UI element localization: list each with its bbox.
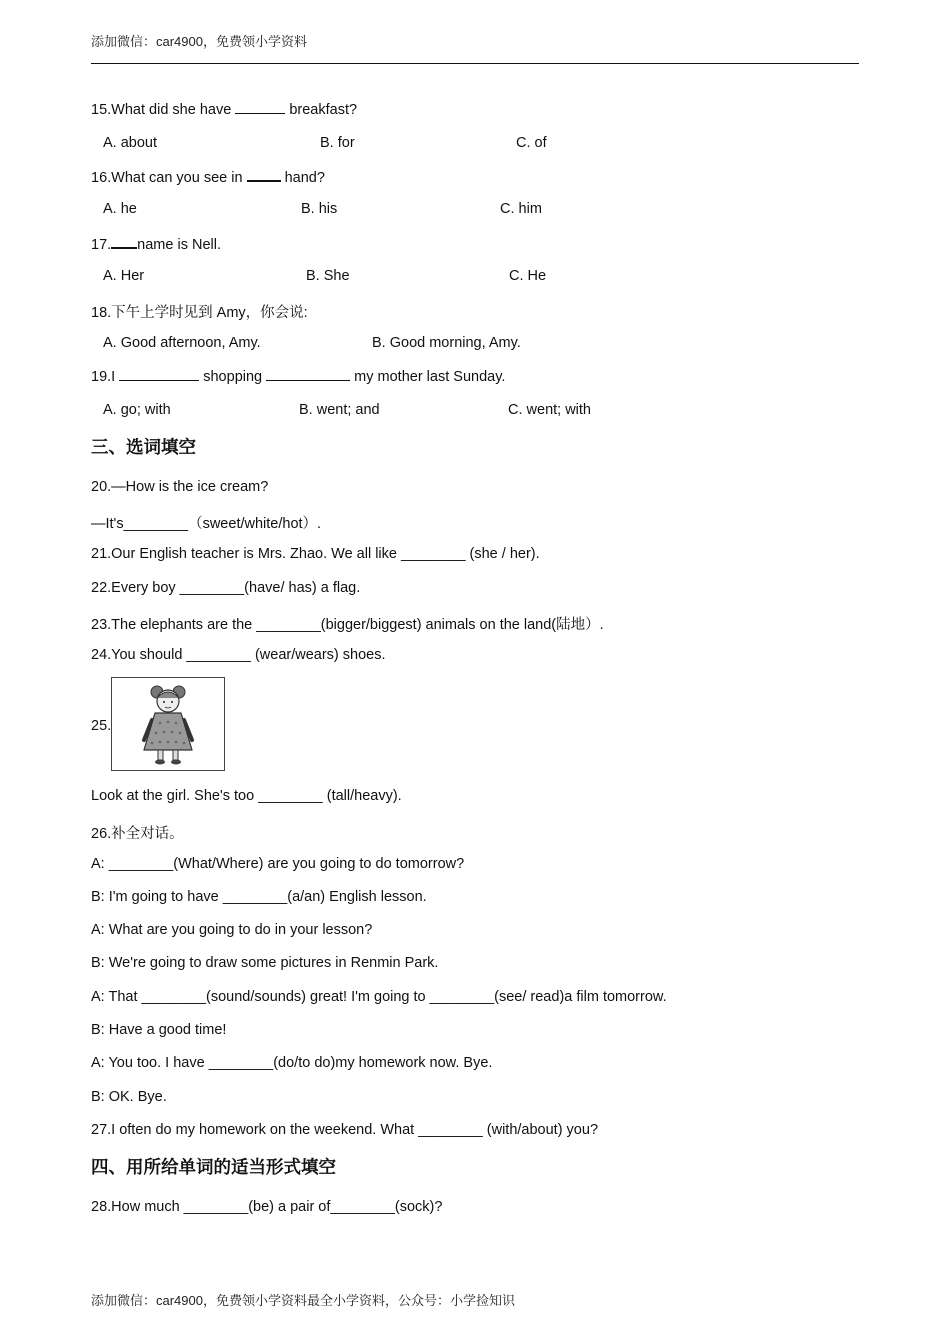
dialogue-line: A: ________(What/Where) are you going to do tomorrow? bbox=[91, 856, 465, 872]
option-b: B. for bbox=[320, 135, 355, 151]
question-22: 22.Every boy ________(have/ has) a flag. bbox=[91, 580, 361, 596]
option-c: C. of bbox=[516, 135, 547, 151]
option-b: B. She bbox=[306, 268, 350, 284]
blank bbox=[247, 168, 281, 182]
question-20-answer: —It's________（sweet/white/hot）. bbox=[91, 516, 322, 532]
option-c: C. him bbox=[500, 201, 542, 217]
question-17: 17. name is Nell. bbox=[91, 237, 221, 253]
blank bbox=[266, 368, 350, 381]
dialogue-line: A: You too. I have ________(do/to do)my homework now. Bye. bbox=[91, 1055, 493, 1071]
dialogue-line: B: OK. Bye. bbox=[91, 1089, 167, 1105]
dialogue-line: A: What are you going to do in your lesson? bbox=[91, 922, 373, 938]
option-a: A. about bbox=[103, 135, 158, 151]
girl-icon bbox=[112, 678, 224, 770]
section-title: 四、用所给单词的适当形式填空 bbox=[91, 1158, 336, 1178]
question-27: 27.I often do my homework on the weekend. What ________ (with/about) you? bbox=[91, 1122, 599, 1138]
question-19: 19.I shopping my mother last Sunday. bbox=[91, 369, 506, 385]
girl-illustration bbox=[111, 677, 225, 771]
blank bbox=[235, 101, 285, 114]
question-25: 25. bbox=[91, 718, 112, 734]
question-18: 18.下午上学时见到 Amy，你会说: bbox=[91, 305, 308, 321]
option-c: C. went; with bbox=[508, 402, 591, 418]
option-a: A. Her bbox=[103, 268, 145, 284]
question-26: 26.补全对话。 bbox=[91, 826, 184, 842]
header-rule bbox=[91, 63, 859, 64]
question-16: 16.What can you see in hand? bbox=[91, 170, 325, 186]
question-25-text: Look at the girl. She's too ________ (tall/heavy). bbox=[91, 788, 402, 804]
question-28: 28.How much ________(be) a pair of________(sock)? bbox=[91, 1199, 443, 1215]
question-24: 24.You should ________ (wear/wears) shoes. bbox=[91, 647, 386, 663]
option-b: B. Good morning, Amy. bbox=[372, 335, 521, 351]
blank bbox=[119, 368, 199, 381]
option-a: A. Good afternoon, Amy. bbox=[103, 335, 261, 351]
option-b: B. went; and bbox=[299, 402, 380, 418]
option-c: C. He bbox=[509, 268, 547, 284]
question-23: 23.The elephants are the ________(bigger/biggest) animals on the land(陆地）. bbox=[91, 617, 604, 633]
option-a: A. he bbox=[103, 201, 137, 217]
dialogue-line: B: We're going to draw some pictures in Renmin Park. bbox=[91, 955, 439, 971]
question-15: 15.What did she have breakfast? bbox=[91, 102, 358, 118]
option-a: A. go; with bbox=[103, 402, 171, 418]
question-21: 21.Our English teacher is Mrs. Zhao. We all like ________ (she / her). bbox=[91, 546, 540, 562]
page-header: 添加微信：car4900，免费领小学资料 bbox=[91, 34, 307, 49]
dialogue-line: A: That ________(sound/sounds) great! I'm going to ________(see/ read)a film tomorrow. bbox=[91, 989, 667, 1005]
option-b: B. his bbox=[301, 201, 338, 217]
blank bbox=[111, 235, 137, 249]
dialogue-line: B: Have a good time! bbox=[91, 1022, 227, 1038]
question-20: 20.—How is the ice cream? bbox=[91, 479, 269, 495]
page-footer: 添加微信：car4900，免费领小学资料最全小学资料，公众号：小学捡知识 bbox=[91, 1293, 515, 1308]
dialogue-line: B: I'm going to have ________(a/an) English lesson. bbox=[91, 889, 427, 905]
section-title: 三、选词填空 bbox=[91, 438, 196, 458]
